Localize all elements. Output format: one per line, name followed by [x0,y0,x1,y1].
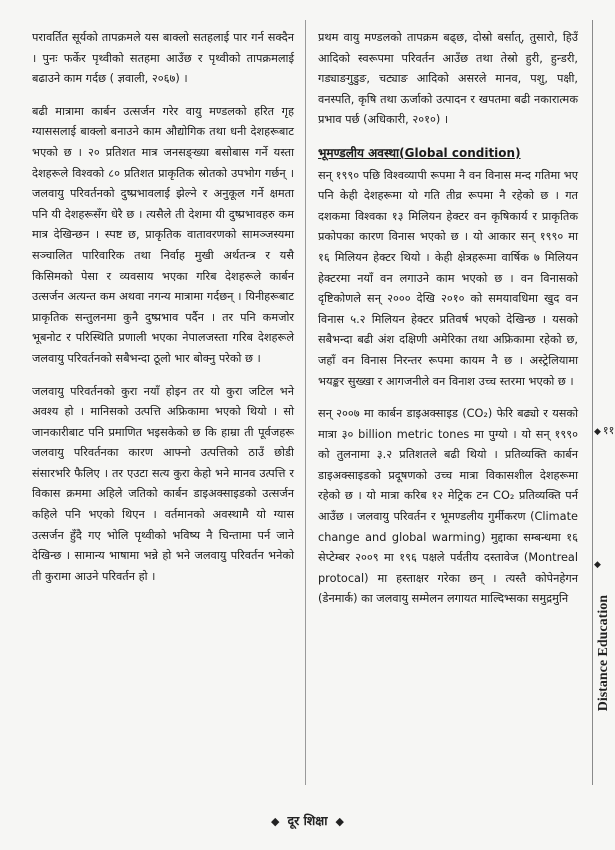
section-heading-en: (Global condition) [399,145,521,160]
paragraph: जलवायु परिवर्तनको कुरा नयाँ होइन तर यो कुरा जटिल भने अवश्य हो । मानिसको उत्पत्ति अफ्रिकामा भएको थियो । सो जानकारीबाट पनि प्रमाणित भइसकेको छ कि हाम्रा ती पूर्वजहरू जलवायु परिवर्तनका कारण आफ्नो उत्पत्तिको ठाउँ छोडी संसारभरि फैलिए । तर एउटा सत्य कुरा केहो भने मानव उत्पत्ति र विकास क्रममा अहिले जतिको कार्बन डाइअक्साइडको उत्सर्जन कहिले पनि भएको थिएन । वर्तमानको अवस्थामै यो ग्यास उत्सर्जन हुँदै गए भोलि पृथ्वीको भविष्य नै चिन्तामा पर्न जाने देखिन्छ । सामान्य भाषामा भन्ने हो भने जलवायु परिवर्तन भनेको ती कुरामा आउने परिवर्तन हो । [32,384,294,583]
footer [0,812,615,829]
diamond-icon: ◆ [271,815,280,828]
footer-text: दूर शिक्षा [287,813,328,828]
section-heading [318,143,578,164]
diamond-icon: ◆ [335,815,344,828]
side-label-text: Distance Education [596,595,611,712]
left-column [32,28,294,599]
paragraph: बढी मात्रामा कार्बन उत्सर्जन गरेर वायु मण्डलको हरित गृह ग्याससलाई बाक्लो बनाउने काम औद्योगिक तथा धनी देशहरूबाट भएको छ । २० प्रतिशत मात्र जनसङ्ख्या बसोबास गर्ने यस्ता देशहरूले विश्वको ८० प्रतिशत प्राकृतिक स्रोतको उपभोग गर्छन् । जलवायु परिवर्तनको दुष्प्रभावलाई झेल्ने र अनुकूल गर्ने क्षमता पनि यी देशहरूसँग धेरै छ । त्यसैले ती देशमा यी दुष्प्रभावहरु कम मात्र देखिन्छन । स्पष्ट छ, प्राकृतिक वातावरणको सामञ्जस्यमा सञ्चालित पारिवारिक तथा निर्वाह मुखी अर्थतन्त्र र यसै किसिमको पेसा र व्यवसाय भएका गरिब देशहरूले कार्बन उत्सर्जन अत्यन्त कम अथवा नगन्य मात्रामा गर्दछन् । यिनीहरूबाट प्राकृतिक सन्तुलनमा कुनै दुष्प्रभाव पर्दैन । तर पनि कमजोर भूबनोट र परिस्थिति प्रणाली भएका नेपालजस्ता गरिब देशहरूले जलवायु परिवर्तनको सबैभन्दा ठूलो भार बोक्नु परेको छ । [32,104,294,365]
column-divider [305,20,306,785]
paragraph: सन् १९९० पछि विश्वव्यापी रूपमा नै वन विनास मन्द गतिमा भए पनि केही देशहरूमा यो गति तीव्र रूपमा नै रहेको छ । गत दशकमा विश्वका १३ मिलियन हेक्टर वन कृषिकार्य र प्राकृतिक प्रकोपका कारण विनास भएको छ । यो आकार सन् १९९० मा १६ मिलियन हेक्टर थियो । केही क्षेत्रहरूमा वार्षिक ७ मिलियन हेक्टरमा नयाँ वन लगाउने काम भएको छ । वन विनासको दृष्टिकोणले सन् २००० देखि २०१० को समयावधिमा खुद वन विनास ५.२ मिलियन हेक्टर प्रतिवर्ष भएको देखिन्छ । यसको सबैभन्दा बढी अंश दक्षिणी अमेरिका तथा अफ्रिकामा रहेको छ, जहाँ वन विनास निरन्तर रूपमा कायम नै छ । अस्ट्रेलियामा भयङ्कर सुख्खा र आगजनीले वन विनाश उच्च स्तरमा भएको छ । [318,168,578,388]
margin-rule [592,20,593,785]
side-label [596,595,615,735]
section-heading-np: भूमण्डलीय अवस्था [318,145,400,160]
diamond-icon: ◆ [594,427,601,437]
paragraph: परावर्तित सूर्यको तापक्रमले यस बाक्लो सतहलाई पार गर्न सक्दैन । पुनः फर्केर पृथ्वीको सतहमा आउँछ र पृथ्वीको तापक्रमलाई बढाउने काम गर्दछ ( ज्ञवाली, २०६७) । [32,31,294,86]
right-column [318,28,578,622]
paragraph: सन् २००७ मा कार्बन डाइअक्साइड (CO₂) फेरि बढ्यो र यसको मात्रा ३० billion metric tones मा पुग्यो । यो सन् १९९० को तुलनामा ३.२ प्रतिशतले बढी थियो । प्रतिव्यक्ति कार्बन डाइअक्साइडको प्रदूषणको उच्च मात्रा विकासशील देशहरूमा रहेको छ । यो मात्रा करिब १२ मेट्रिक टन CO₂ प्रतिव्यक्ति पर्न आउँछ । जलवायु परिवर्तन र भूमण्डलीय गुर्मीकरण (Climate change and global warming) मुद्दाका सम्बन्धमा १६ सेप्टेम्बर २००९ मा १९६ पक्षले पर्वतीय दस्तावेज (Montreal protocal) मा हस्ताक्षर गरेका छन् । त्यस्तै कोपेनहेगन (डेनमार्क) का जलवायु सम्मेलन लगायत माल्दिभ्सका समुद्रमुनि [318,407,578,606]
page-number: ◆ ११ [594,424,615,437]
diamond-icon: ◆ [594,560,601,570]
paragraph: प्रथम वायु मण्डलको तापक्रम बढ्छ, दोस्रो बर्सात्, तुसारो, हिउँ आदिको स्वरूपमा परिवर्तन आउँछ तथा तेस्रो हुरी, हुन्डरी, गड्याङगुडुङ, चट्याङ आदिको असरले मानव, पशु, पक्षी, वनस्पति, कृषि तथा ऊर्जाको उत्पादन र खपतमा बढी नकारात्मक प्रभाव पर्छ (अधिकारी, २०१०) । [318,31,578,127]
